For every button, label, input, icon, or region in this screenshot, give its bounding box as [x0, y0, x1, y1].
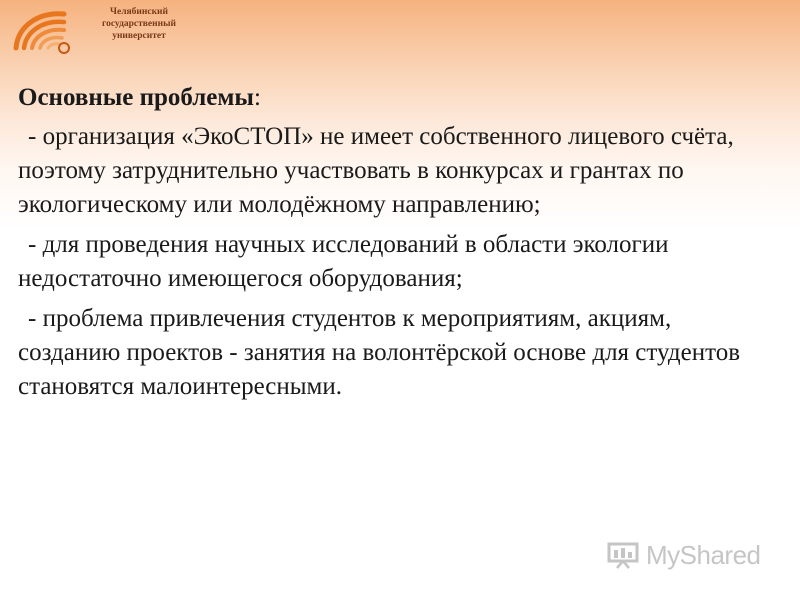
watermark-text: MyShared [646, 539, 761, 570]
problem-item-1: - организация «ЭкоСТОП» не имеет собственного лицевого счёта, поэтому затруднительно участвовать в конкурсах и грантах по экологическому или молодёжному направлению; [18, 123, 734, 218]
university-name-line2: государственный [102, 19, 176, 29]
problem-item-2: - для проведения научных исследований в области экологии недостаточно имеющегося оборудования; [18, 231, 669, 292]
university-name-line1: Челябинский [110, 7, 168, 17]
university-name [84, 6, 194, 42]
problem-item-3: - проблема привлечения студентов к мероприятиям, акциям, созданию проектов - занятия на волонтёрской основе для студентов становятся малоинтересными. [18, 305, 741, 400]
heading-text: Основные проблемы [18, 84, 254, 111]
slide-heading [18, 82, 758, 114]
slide-content [18, 82, 758, 410]
presentation-board-icon [606, 541, 640, 569]
university-name-line3: университет [112, 31, 166, 41]
myshared-watermark [606, 540, 776, 570]
heading-colon: : [253, 84, 261, 111]
shell-logo-icon [12, 8, 76, 56]
